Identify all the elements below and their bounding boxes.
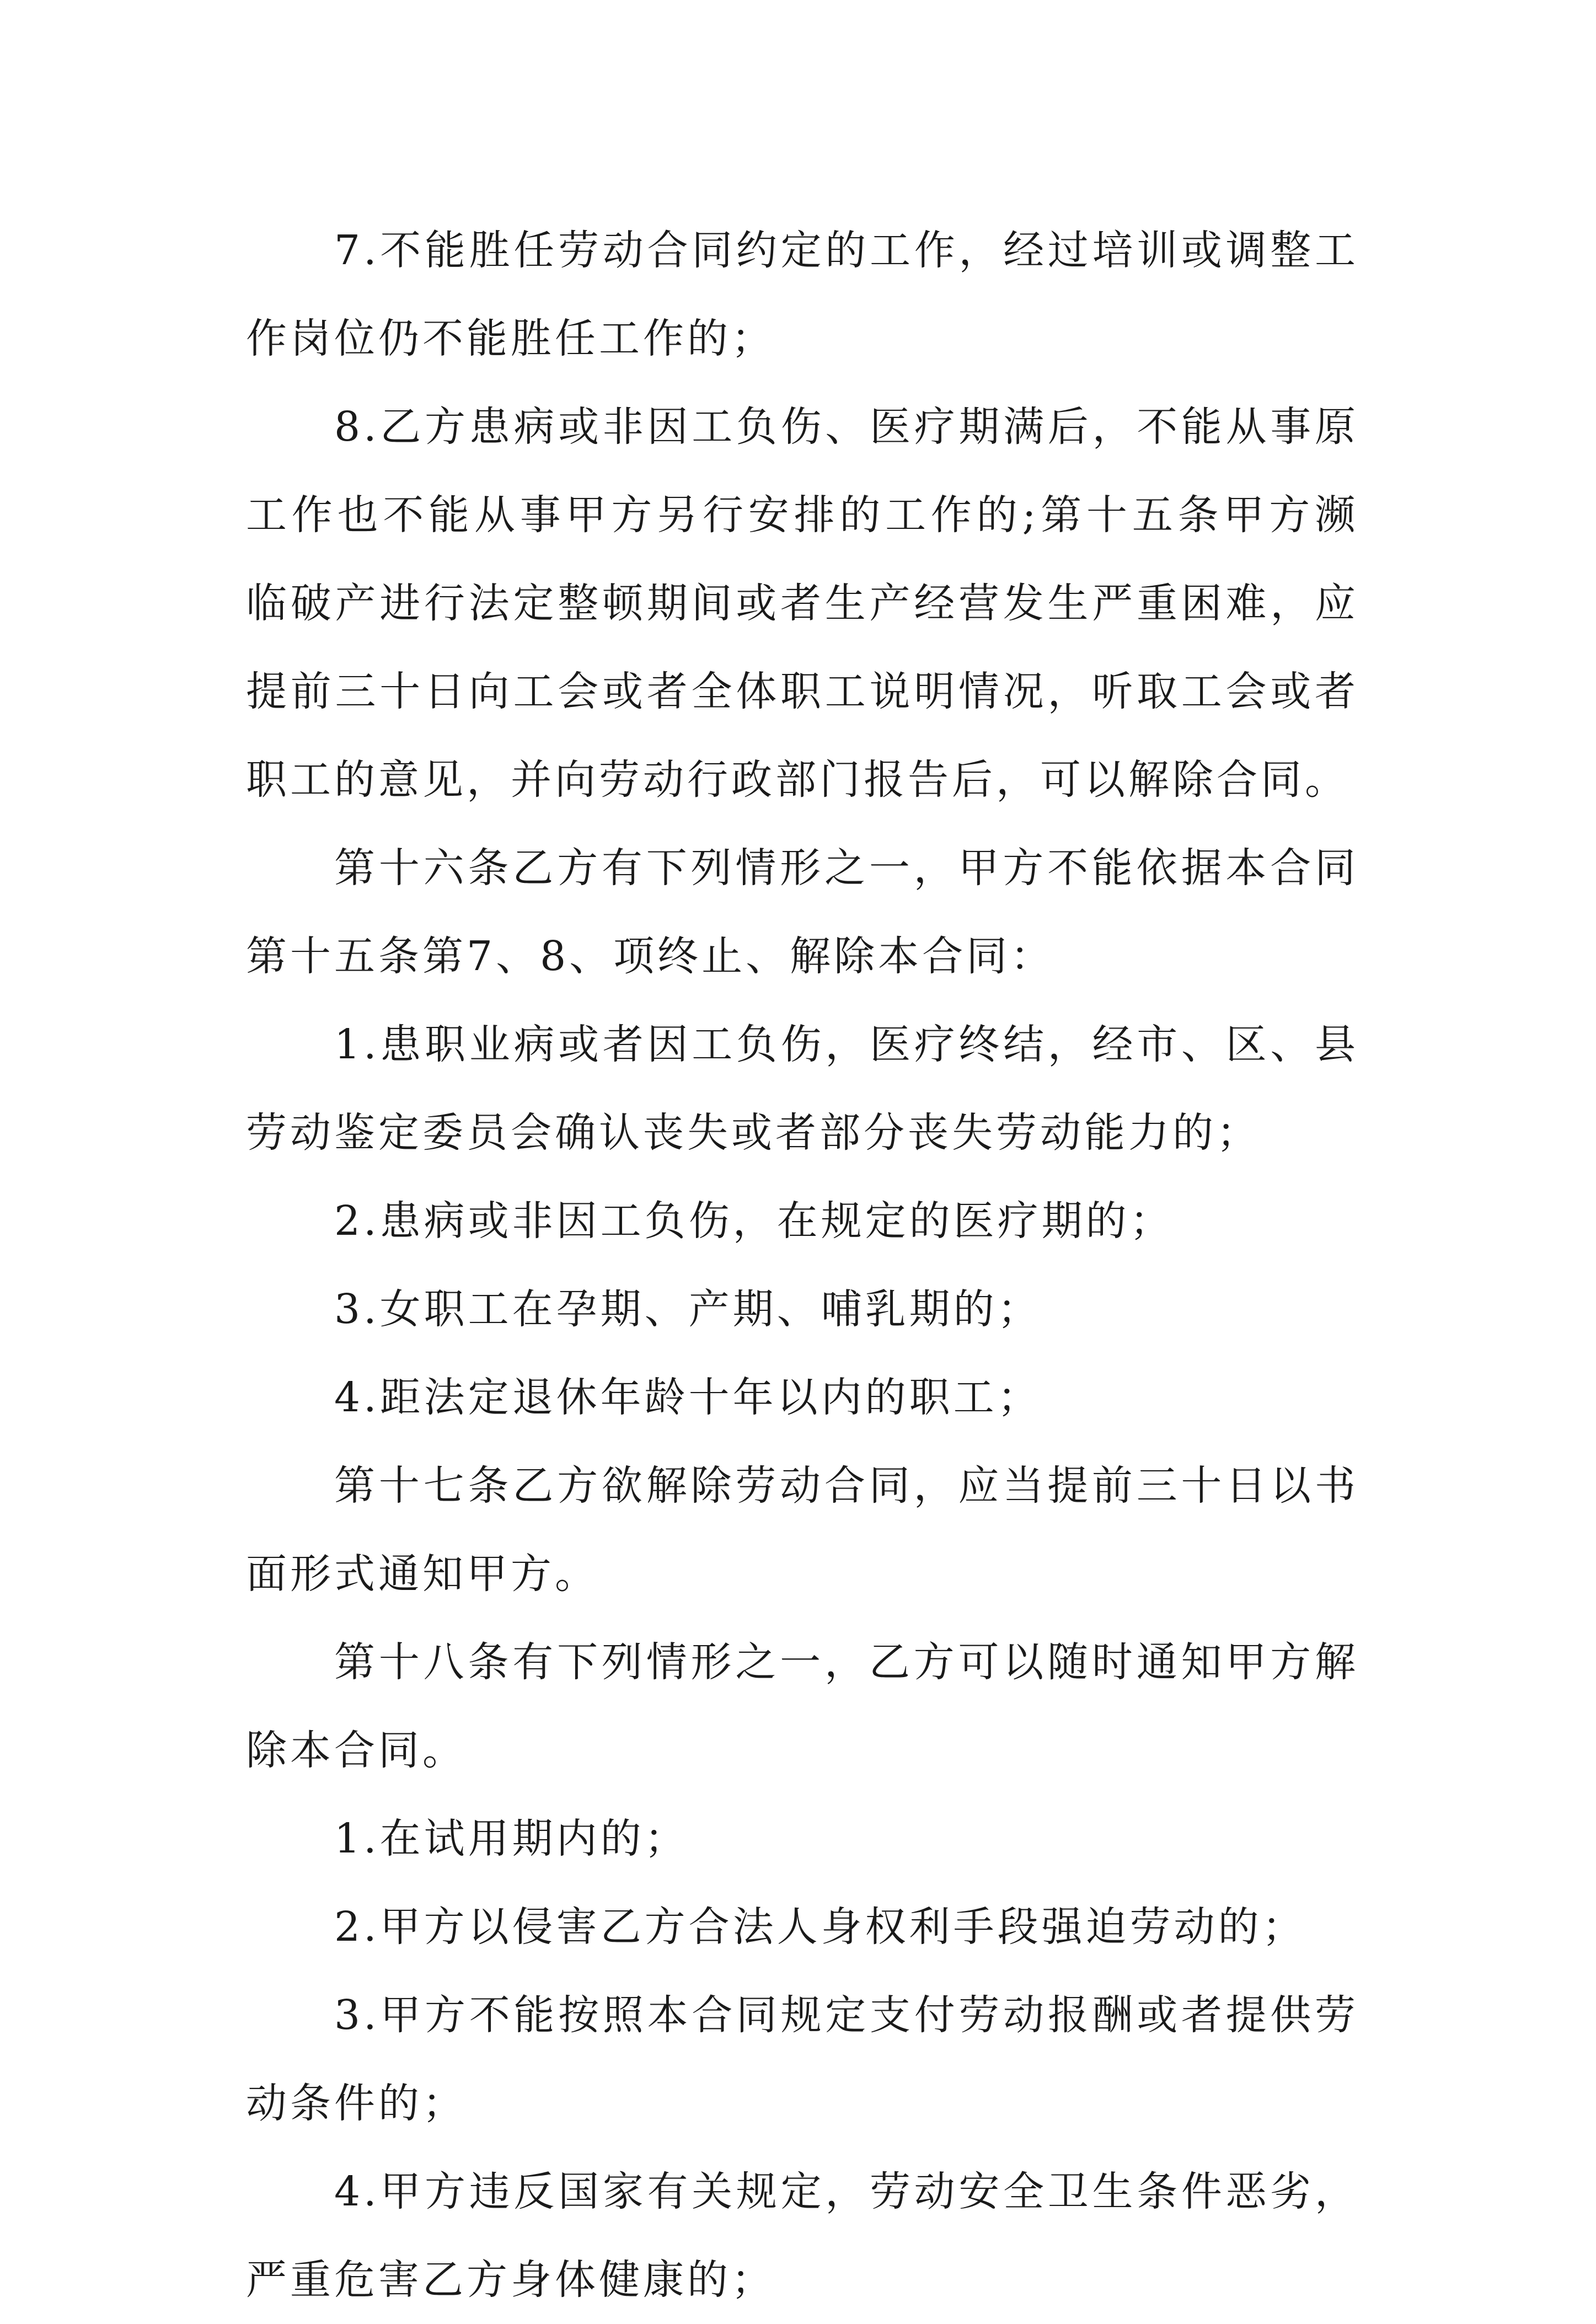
paragraph-item-8-and-article-15: 8.乙方患病或非因工负伤、医疗期满后，不能从事原工作也不能从事甲方另行安排的工作的;第十五条甲方濒临破产进行法定整顿期间或者生产经营发生严重困难，应提前三十日向工会或者全体职工说明情况，听取工会或者职工的意见，并向劳动行政部门报告后，可以解除合同。	[246, 403, 1359, 804]
paragraph-article-18: 第十八条有下列情形之一，乙方可以随时通知甲方解除本合同。	[246, 1638, 1359, 1774]
paragraph-article-16-item-4: 4.距法定退休年龄十年以内的职工；	[334, 1374, 1042, 1421]
paragraph-article-16-item-2: 2.患病或非因工负伤，在规定的医疗期的；	[334, 1197, 1174, 1245]
paragraph-article-18-item-2: 2.甲方以侵害乙方合法人身权利手段强迫劳动的；	[334, 1903, 1306, 1951]
paragraph-article-16-item-1: 1.患职业病或者因工负伤，医疗终结，经市、区、县劳动鉴定委员会确认丧失或者部分丧失劳动能力的；	[246, 1021, 1359, 1156]
document-body	[246, 206, 1359, 2324]
paragraph-article-16-item-3: 3.女职工在孕期、产期、哺乳期的；	[334, 1286, 1042, 1333]
paragraph-item-7: 7.不能胜任劳动合同约定的工作，经过培训或调整工作岗位仍不能胜任工作的；	[246, 227, 1359, 362]
paragraph-article-18-item-1: 1.在试用期内的；	[334, 1815, 689, 1862]
paragraph-article-16: 第十六条乙方有下列情形之一，甲方不能依据本合同第十五条第7、8、项终止、解除本合同：	[246, 844, 1359, 980]
paragraph-article-18-item-3: 3.甲方不能按照本合同规定支付劳动报酬或者提供劳动条件的；	[246, 1991, 1359, 2127]
paragraph-article-17: 第十七条乙方欲解除劳动合同，应当提前三十日以书面形式通知甲方。	[246, 1462, 1359, 1598]
paragraph-article-18-item-4: 4.甲方违反国家有关规定，劳动安全卫生条件恶劣，严重危害乙方身体健康的；	[246, 2168, 1359, 2304]
